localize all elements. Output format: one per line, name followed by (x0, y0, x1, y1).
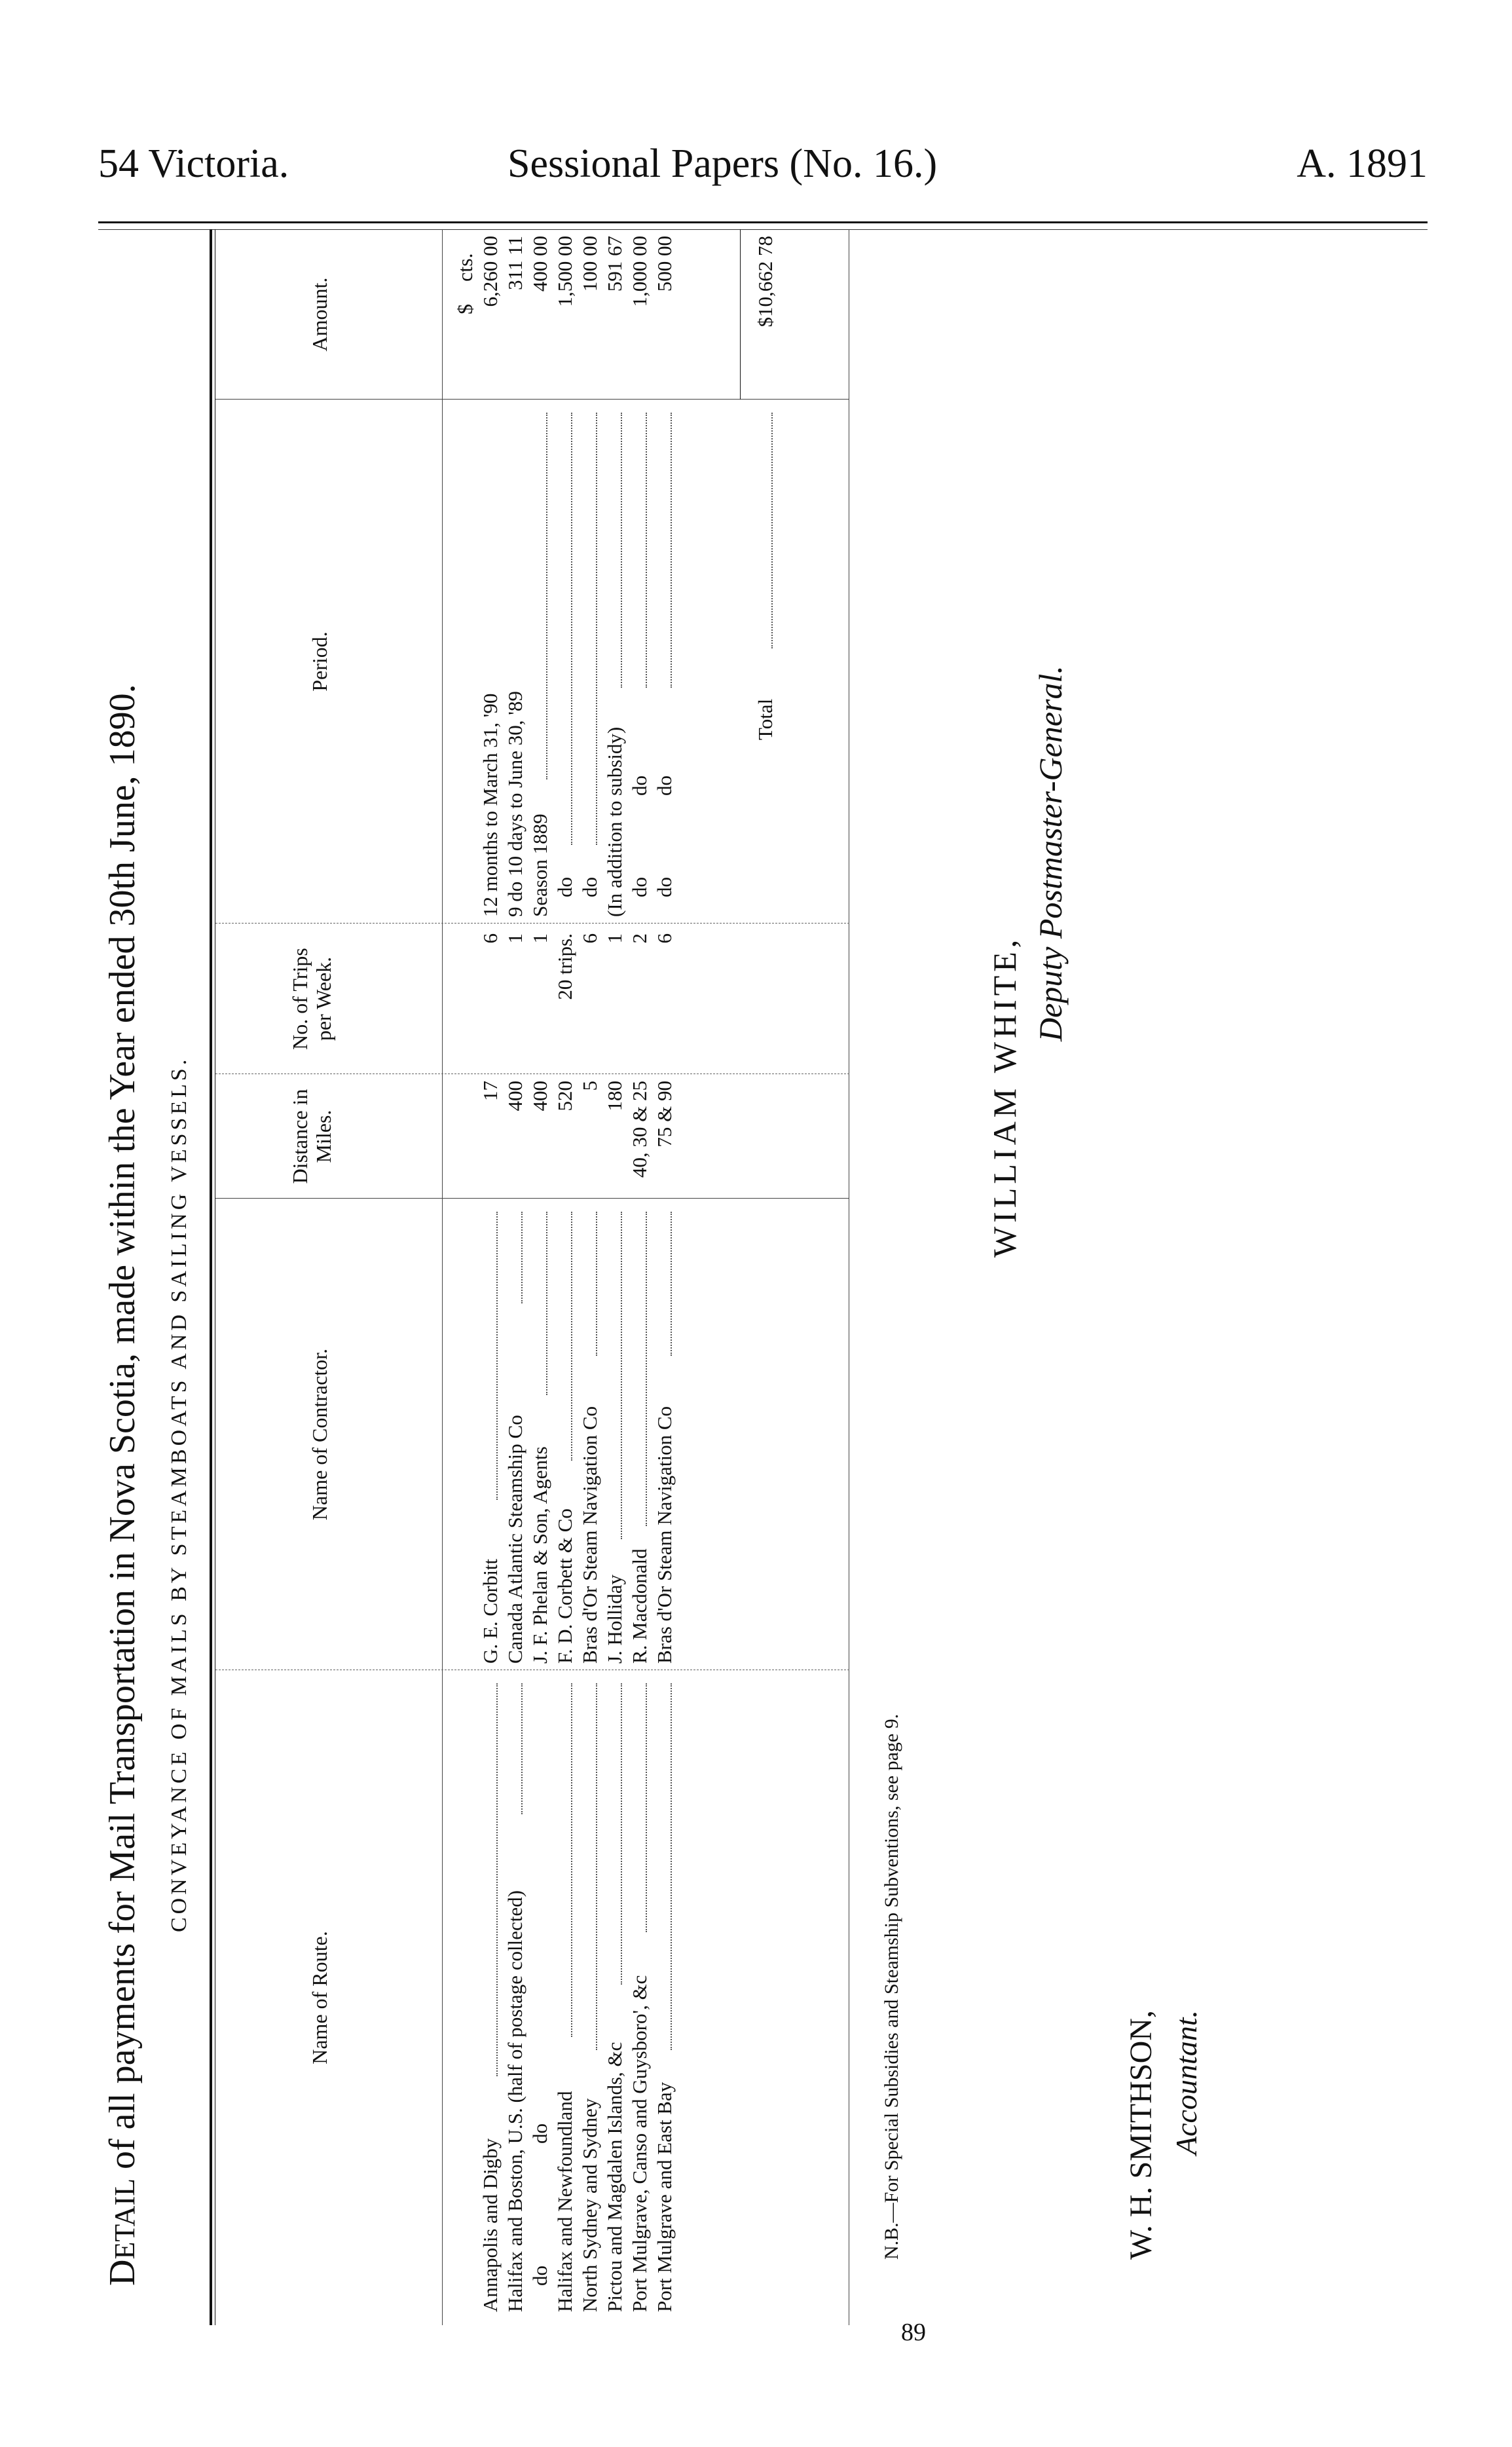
contractor-cell: Bras d'Or Steam Navigation Co (578, 1402, 602, 1664)
trips-cell: 1 (603, 933, 626, 944)
table-row (503, 229, 528, 2325)
table-row (602, 229, 627, 2325)
distance-cell: 400 (528, 1081, 551, 1111)
period-cell: (In addition to subsidy) (602, 723, 627, 917)
table-row (553, 229, 578, 2325)
header-volume: 54 Victoria. (98, 141, 289, 186)
total-label: Total (753, 695, 778, 740)
contractor-cell: R. Macdonald (627, 1544, 652, 1664)
trips-cell: 1 (504, 933, 526, 944)
title-small-caps: ETAIL (109, 2178, 141, 2260)
period-cell: do do (652, 772, 677, 897)
distance-cell: 40, 30 & 25 (628, 1081, 651, 1178)
payments-table (210, 229, 851, 2325)
contractor-cell: Canada Atlantic Steamship Co (503, 1411, 528, 1664)
route-cell: North Sydney and Sydney (578, 2095, 602, 2312)
signature-white-name: WILLIAM WHITE, (986, 935, 1023, 1258)
amount-cell: 311 11 (504, 236, 526, 290)
period-cell: do (553, 873, 578, 897)
route-cell: Annapolis and Digby (478, 2135, 503, 2312)
trips-cell: 6 (479, 933, 502, 944)
col-header-trips: No. of Trips per Week. (288, 948, 335, 1050)
signature-smithson-title: Accountant. (1170, 2010, 1203, 2155)
document-title (101, 684, 143, 2286)
dot-leader (496, 1683, 498, 2076)
title-text: of all payments for Mail Transportation in Nova Scotia, made within the Year ended 30th June, 1890. (102, 684, 143, 2178)
dot-leader (671, 1212, 672, 1356)
contractor-cell: Bras d'Or Steam Navigation Co (652, 1402, 677, 1664)
distance-cell: 520 (553, 1081, 576, 1111)
trips-cell: 20 trips. (553, 933, 576, 1000)
amount-cents-label: cts. (453, 253, 477, 282)
col-header-amount: Amount. (308, 277, 331, 352)
table-row (478, 229, 503, 2325)
page-number: 89 (901, 2319, 926, 2346)
dot-leader (546, 1212, 547, 1395)
col-header-route: Name of Route. (308, 1931, 331, 2064)
dot-leader (671, 413, 672, 688)
header-rule (98, 221, 1428, 223)
route-cell: Pictou and Magdalen Islands, &c (602, 2038, 627, 2312)
route-cell: Halifax and Boston, U.S. (half of postage collected) (503, 1886, 528, 2312)
table-top-rule (210, 229, 212, 2325)
dot-leader (771, 413, 773, 648)
amount-cell: 1,500 00 (553, 236, 576, 307)
contractor-cell: J. F. Phelan & Son, Agents (528, 1442, 553, 1664)
route-cell: Port Mulgrave and East Bay (652, 2078, 677, 2312)
title-initial: D (102, 2259, 143, 2286)
route-cell: Halifax and Newfoundland (553, 2087, 578, 2312)
amount-dollar-sign: $ (453, 304, 477, 314)
col-header-period: Period. (308, 631, 331, 692)
dot-leader (646, 1683, 647, 1932)
period-cell: 9 do 10 days to June 30, '89 (504, 691, 526, 917)
col-header-contractor: Name of Contractor. (308, 1348, 331, 1521)
dot-leader (596, 1683, 597, 2050)
dot-leader (596, 1212, 597, 1356)
dot-leader (571, 1683, 572, 2037)
signature-white-title: Deputy Postmaster-General. (1032, 665, 1069, 1041)
amount-cell: 1,000 00 (628, 236, 651, 307)
contractor-cell: G. E. Corbitt (478, 1555, 503, 1664)
table-row (578, 229, 602, 2325)
header-bottom-rule (442, 229, 443, 2325)
trips-cell: 6 (578, 933, 601, 944)
dot-leader (571, 413, 572, 845)
header-year: A. 1891 (1297, 141, 1428, 186)
dot-leader (646, 413, 647, 688)
contractor-cell: F. D. Corbett & Co (553, 1504, 578, 1664)
signature-smithson-name: W. H. SMITHSON, (1124, 2010, 1158, 2260)
dot-leader (621, 1212, 622, 1539)
amount-cell: 591 67 (603, 236, 626, 292)
period-cell: do do (627, 772, 652, 897)
dot-leader (571, 1212, 572, 1461)
table-row (627, 229, 652, 2325)
dot-leader (621, 413, 622, 688)
amount-cell: 100 00 (578, 236, 601, 292)
total-row (753, 229, 778, 2325)
dot-leader (521, 1683, 523, 1814)
col-header-distance: Distance in Miles. (288, 1089, 335, 1184)
page-header (98, 131, 1428, 196)
dot-leader (496, 1212, 498, 1500)
route-cell: do do (528, 2123, 551, 2286)
header-series: Sessional Papers (No. 16.) (507, 141, 938, 186)
total-amount: $10,662 78 (754, 236, 777, 327)
trips-cell: 6 (653, 933, 676, 944)
table-row (652, 229, 677, 2325)
dot-leader (546, 413, 547, 779)
period-cell: do (578, 873, 602, 897)
distance-cell: 17 (479, 1081, 502, 1101)
dot-leader (596, 413, 597, 845)
amount-cell: 6,260 00 (479, 236, 502, 307)
rotated-table-page (95, 229, 1372, 2346)
period-cell: 12 months to March 31, '90 (479, 693, 502, 917)
distance-cell: 180 (603, 1081, 626, 1111)
contractor-cell: J. Holliday (602, 1571, 627, 1664)
amount-cell: 500 00 (653, 236, 676, 292)
dot-leader (646, 1212, 647, 1526)
footnote: N.B.—For Special Subsidies and Steamship Subventions, see page 9. (881, 1713, 902, 2260)
amount-cell: 400 00 (528, 236, 551, 292)
trips-cell: 2 (628, 933, 651, 944)
total-rule (740, 229, 741, 400)
document-subtitle: CONVEYANCE OF MAILS BY STEAMBOATS AND SAILING VESSELS. (167, 1056, 191, 1932)
route-cell: Port Mulgrave, Canso and Guysboro', &c (627, 1971, 652, 2312)
distance-cell: 75 & 90 (653, 1081, 676, 1148)
dot-leader (521, 1212, 523, 1303)
distance-cell: 5 (578, 1081, 601, 1091)
distance-cell: 400 (504, 1081, 526, 1111)
dot-leader (671, 1683, 672, 2050)
table-row (528, 229, 553, 2325)
period-cell: Season 1889 (528, 810, 553, 917)
trips-cell: 1 (528, 933, 551, 944)
dot-leader (621, 1683, 622, 1985)
